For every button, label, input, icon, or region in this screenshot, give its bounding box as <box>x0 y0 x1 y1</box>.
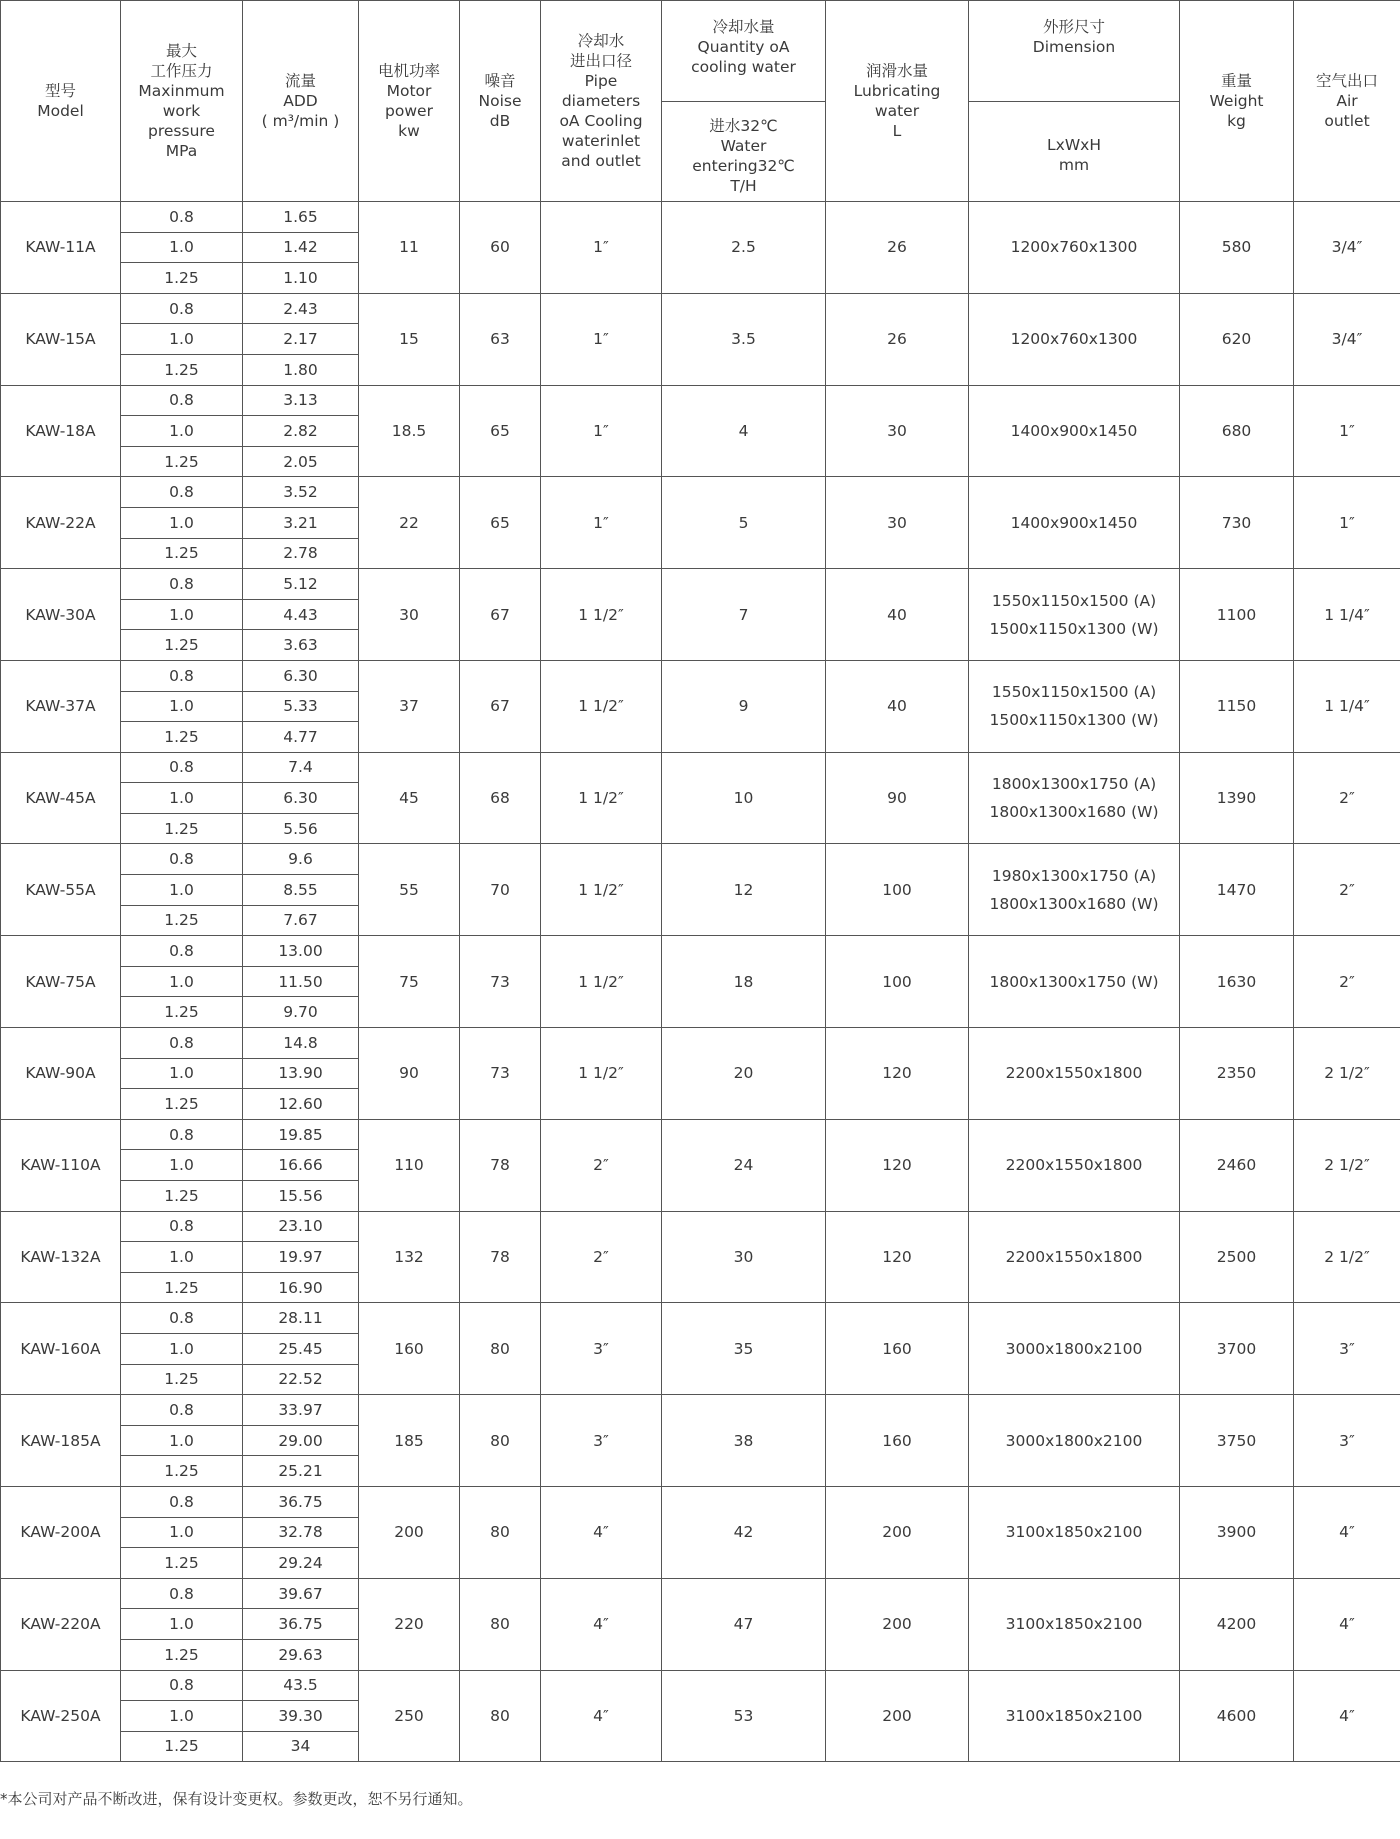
dimension-cell: 2200x1550x1800 <box>969 1211 1180 1303</box>
flow-cell: 7.67 <box>243 905 359 936</box>
pipe-diameter-cell: 1 1/2″ <box>541 844 662 936</box>
air-outlet-cell: 4″ <box>1294 1486 1400 1578</box>
model-cell: KAW-200A <box>1 1486 121 1578</box>
flow-cell: 2.82 <box>243 416 359 447</box>
lubricating-water-cell: 200 <box>826 1578 969 1670</box>
flow-cell: 43.5 <box>243 1670 359 1701</box>
table-row <box>1 385 1400 416</box>
dimension-cell: 1400x900x1450 <box>969 477 1180 569</box>
model-cell: KAW-220A <box>1 1578 121 1670</box>
cooling-water-cell: 30 <box>662 1211 826 1303</box>
pressure-cell: 1.0 <box>121 1701 243 1732</box>
pressure-cell: 1.0 <box>121 783 243 814</box>
pressure-cell: 1.0 <box>121 232 243 263</box>
cooling-water-cell: 7 <box>662 569 826 661</box>
pressure-cell: 1.0 <box>121 875 243 906</box>
pressure-cell: 1.25 <box>121 1639 243 1670</box>
table-row <box>1 1119 1400 1150</box>
table-row <box>1 477 1400 508</box>
flow-cell: 2.78 <box>243 538 359 569</box>
flow-cell: 1.42 <box>243 232 359 263</box>
cooling-water-cell: 10 <box>662 752 826 844</box>
flow-cell: 6.30 <box>243 783 359 814</box>
model-cell: KAW-110A <box>1 1119 121 1211</box>
air-outlet-cell: 3″ <box>1294 1303 1400 1395</box>
air-outlet-cell: 2″ <box>1294 844 1400 936</box>
lubricating-water-cell: 160 <box>826 1303 969 1395</box>
motor-power-cell: 15 <box>359 293 460 385</box>
air-outlet-cell: 2″ <box>1294 936 1400 1028</box>
model-cell: KAW-18A <box>1 385 121 477</box>
flow-cell: 15.56 <box>243 1181 359 1212</box>
pressure-cell: 1.0 <box>121 1242 243 1273</box>
pressure-cell: 1.25 <box>121 997 243 1028</box>
flow-cell: 8.55 <box>243 875 359 906</box>
pressure-cell: 1.0 <box>121 691 243 722</box>
motor-power-cell: 132 <box>359 1211 460 1303</box>
cooling-water-cell: 20 <box>662 1028 826 1120</box>
header-dimension: 外形尺寸 Dimension <box>969 1 1180 102</box>
flow-cell: 29.00 <box>243 1425 359 1456</box>
flow-cell: 1.80 <box>243 354 359 385</box>
cooling-water-cell: 35 <box>662 1303 826 1395</box>
pipe-diameter-cell: 1″ <box>541 385 662 477</box>
header-weight: 重量 Weight kg <box>1180 1 1294 202</box>
weight-cell: 1470 <box>1180 844 1294 936</box>
pressure-cell: 1.0 <box>121 416 243 447</box>
air-outlet-cell: 1″ <box>1294 385 1400 477</box>
table-row <box>1 936 1400 967</box>
air-outlet-cell: 3/4″ <box>1294 293 1400 385</box>
flow-cell: 19.97 <box>243 1242 359 1273</box>
pipe-diameter-cell: 2″ <box>541 1119 662 1211</box>
lubricating-water-cell: 200 <box>826 1486 969 1578</box>
noise-cell: 65 <box>460 477 541 569</box>
pressure-cell: 0.8 <box>121 660 243 691</box>
flow-cell: 25.21 <box>243 1456 359 1487</box>
table-row <box>1 660 1400 691</box>
air-outlet-cell: 2 1/2″ <box>1294 1211 1400 1303</box>
flow-cell: 2.43 <box>243 293 359 324</box>
motor-power-cell: 37 <box>359 660 460 752</box>
table-row <box>1 1303 1400 1334</box>
flow-cell: 23.10 <box>243 1211 359 1242</box>
flow-cell: 5.56 <box>243 813 359 844</box>
model-cell: KAW-22A <box>1 477 121 569</box>
dimension-cell: 2200x1550x1800 <box>969 1028 1180 1120</box>
pressure-cell: 0.8 <box>121 844 243 875</box>
pipe-diameter-cell: 4″ <box>541 1578 662 1670</box>
pressure-cell: 0.8 <box>121 1395 243 1426</box>
motor-power-cell: 250 <box>359 1670 460 1762</box>
table-row <box>1 844 1400 875</box>
lubricating-water-cell: 120 <box>826 1028 969 1120</box>
model-cell: KAW-15A <box>1 293 121 385</box>
spec-table-body <box>1 202 1400 1762</box>
flow-cell: 39.30 <box>243 1701 359 1732</box>
flow-cell: 16.90 <box>243 1272 359 1303</box>
table-row <box>1 202 1400 233</box>
pipe-diameter-cell: 3″ <box>541 1395 662 1487</box>
model-cell: KAW-185A <box>1 1395 121 1487</box>
weight-cell: 3900 <box>1180 1486 1294 1578</box>
pressure-cell: 0.8 <box>121 1028 243 1059</box>
motor-power-cell: 22 <box>359 477 460 569</box>
pipe-diameter-cell: 2″ <box>541 1211 662 1303</box>
pressure-cell: 0.8 <box>121 752 243 783</box>
noise-cell: 60 <box>460 202 541 294</box>
pipe-diameter-cell: 3″ <box>541 1303 662 1395</box>
noise-cell: 80 <box>460 1578 541 1670</box>
pressure-cell: 1.0 <box>121 324 243 355</box>
pipe-diameter-cell: 4″ <box>541 1670 662 1762</box>
pressure-cell: 1.0 <box>121 1058 243 1089</box>
header-motor-power: 电机功率 Motor power kw <box>359 1 460 202</box>
pressure-cell: 0.8 <box>121 569 243 600</box>
flow-cell: 3.52 <box>243 477 359 508</box>
flow-cell: 29.24 <box>243 1548 359 1579</box>
table-row <box>1 1395 1400 1426</box>
weight-cell: 1100 <box>1180 569 1294 661</box>
pressure-cell: 1.25 <box>121 1089 243 1120</box>
header-noise: 噪音 Noise dB <box>460 1 541 202</box>
motor-power-cell: 110 <box>359 1119 460 1211</box>
weight-cell: 2500 <box>1180 1211 1294 1303</box>
flow-cell: 13.90 <box>243 1058 359 1089</box>
dimension-cell: 1800x1300x1750 (W) <box>969 936 1180 1028</box>
motor-power-cell: 18.5 <box>359 385 460 477</box>
noise-cell: 70 <box>460 844 541 936</box>
motor-power-cell: 45 <box>359 752 460 844</box>
lubricating-water-cell: 120 <box>826 1211 969 1303</box>
model-cell: KAW-37A <box>1 660 121 752</box>
cooling-water-cell: 24 <box>662 1119 826 1211</box>
flow-cell: 28.11 <box>243 1303 359 1334</box>
cooling-water-cell: 47 <box>662 1578 826 1670</box>
flow-cell: 9.70 <box>243 997 359 1028</box>
dimension-cell: 3100x1850x2100 <box>969 1670 1180 1762</box>
dimension-cell: 1200x760x1300 <box>969 202 1180 294</box>
dimension-cell: 3000x1800x2100 <box>969 1303 1180 1395</box>
pressure-cell: 1.25 <box>121 1456 243 1487</box>
pressure-cell: 1.0 <box>121 1609 243 1640</box>
dimension-cell: 3100x1850x2100 <box>969 1578 1180 1670</box>
noise-cell: 80 <box>460 1303 541 1395</box>
pipe-diameter-cell: 4″ <box>541 1486 662 1578</box>
pressure-cell: 1.0 <box>121 1150 243 1181</box>
pipe-diameter-cell: 1 1/2″ <box>541 752 662 844</box>
header-model: 型号 Model <box>1 1 121 202</box>
lubricating-water-cell: 100 <box>826 936 969 1028</box>
lubricating-water-cell: 40 <box>826 660 969 752</box>
flow-cell: 5.33 <box>243 691 359 722</box>
model-cell: KAW-45A <box>1 752 121 844</box>
flow-cell: 3.13 <box>243 385 359 416</box>
header-flow: 流量 ADD ( m³/min ) <box>243 1 359 202</box>
weight-cell: 730 <box>1180 477 1294 569</box>
flow-cell: 1.65 <box>243 202 359 233</box>
flow-cell: 11.50 <box>243 966 359 997</box>
noise-cell: 80 <box>460 1670 541 1762</box>
dimension-cell: 3100x1850x2100 <box>969 1486 1180 1578</box>
weight-cell: 3750 <box>1180 1395 1294 1487</box>
motor-power-cell: 30 <box>359 569 460 661</box>
pressure-cell: 0.8 <box>121 1486 243 1517</box>
cooling-water-cell: 38 <box>662 1395 826 1487</box>
motor-power-cell: 160 <box>359 1303 460 1395</box>
pressure-cell: 1.25 <box>121 905 243 936</box>
pipe-diameter-cell: 1 1/2″ <box>541 1028 662 1120</box>
weight-cell: 4600 <box>1180 1670 1294 1762</box>
header-water-entering: 进水32℃ Water entering32℃ T/H <box>662 102 826 202</box>
weight-cell: 620 <box>1180 293 1294 385</box>
flow-cell: 3.63 <box>243 630 359 661</box>
motor-power-cell: 185 <box>359 1395 460 1487</box>
air-outlet-cell: 3/4″ <box>1294 202 1400 294</box>
weight-cell: 1630 <box>1180 936 1294 1028</box>
pressure-cell: 0.8 <box>121 477 243 508</box>
pipe-diameter-cell: 1″ <box>541 202 662 294</box>
air-outlet-cell: 3″ <box>1294 1395 1400 1487</box>
weight-cell: 580 <box>1180 202 1294 294</box>
pressure-cell: 1.0 <box>121 1425 243 1456</box>
motor-power-cell: 75 <box>359 936 460 1028</box>
header-pipe-diameter: 冷却水 进出口径 Pipe diameters oA Cooling waterinlet and outlet <box>541 1 662 202</box>
model-cell: KAW-132A <box>1 1211 121 1303</box>
table-row <box>1 569 1400 600</box>
air-outlet-cell: 1″ <box>1294 477 1400 569</box>
pressure-cell: 0.8 <box>121 1303 243 1334</box>
header-cooling-water-qty: 冷却水量 Quantity oA cooling water <box>662 1 826 102</box>
air-outlet-cell: 4″ <box>1294 1578 1400 1670</box>
table-row <box>1 293 1400 324</box>
pressure-cell: 0.8 <box>121 385 243 416</box>
model-cell: KAW-90A <box>1 1028 121 1120</box>
flow-cell: 6.30 <box>243 660 359 691</box>
pressure-cell: 0.8 <box>121 936 243 967</box>
header-dimension-unit: LxWxH mm <box>969 102 1180 202</box>
flow-cell: 22.52 <box>243 1364 359 1395</box>
pressure-cell: 1.25 <box>121 1181 243 1212</box>
pressure-cell: 1.25 <box>121 630 243 661</box>
flow-cell: 12.60 <box>243 1089 359 1120</box>
lubricating-water-cell: 160 <box>826 1395 969 1487</box>
flow-cell: 4.77 <box>243 722 359 753</box>
air-outlet-cell: 1 1/4″ <box>1294 569 1400 661</box>
noise-cell: 63 <box>460 293 541 385</box>
flow-cell: 32.78 <box>243 1517 359 1548</box>
air-outlet-cell: 2 1/2″ <box>1294 1119 1400 1211</box>
pressure-cell: 0.8 <box>121 293 243 324</box>
air-outlet-cell: 4″ <box>1294 1670 1400 1762</box>
flow-cell: 33.97 <box>243 1395 359 1426</box>
lubricating-water-cell: 100 <box>826 844 969 936</box>
pressure-cell: 1.25 <box>121 354 243 385</box>
weight-cell: 2350 <box>1180 1028 1294 1120</box>
weight-cell: 2460 <box>1180 1119 1294 1211</box>
pressure-cell: 1.0 <box>121 966 243 997</box>
flow-cell: 29.63 <box>243 1639 359 1670</box>
pipe-diameter-cell: 1 1/2″ <box>541 569 662 661</box>
cooling-water-cell: 9 <box>662 660 826 752</box>
motor-power-cell: 55 <box>359 844 460 936</box>
pressure-cell: 0.8 <box>121 1578 243 1609</box>
pressure-cell: 1.0 <box>121 507 243 538</box>
noise-cell: 68 <box>460 752 541 844</box>
lubricating-water-cell: 120 <box>826 1119 969 1211</box>
flow-cell: 3.21 <box>243 507 359 538</box>
motor-power-cell: 90 <box>359 1028 460 1120</box>
table-row <box>1 1028 1400 1059</box>
pipe-diameter-cell: 1″ <box>541 477 662 569</box>
noise-cell: 73 <box>460 936 541 1028</box>
pressure-cell: 0.8 <box>121 1670 243 1701</box>
flow-cell: 13.00 <box>243 936 359 967</box>
footnote: *本公司对产品不断改进，保有设计变更权。参数更改，恕不另行通知。 <box>0 1790 473 1808</box>
air-outlet-cell: 1 1/4″ <box>1294 660 1400 752</box>
pressure-cell: 1.25 <box>121 446 243 477</box>
cooling-water-cell: 5 <box>662 477 826 569</box>
dimension-cell: 1550x1150x1500 (A) 1500x1150x1300 (W) <box>969 660 1180 752</box>
cooling-water-cell: 3.5 <box>662 293 826 385</box>
flow-cell: 36.75 <box>243 1486 359 1517</box>
noise-cell: 78 <box>460 1211 541 1303</box>
pressure-cell: 0.8 <box>121 202 243 233</box>
pipe-diameter-cell: 1 1/2″ <box>541 660 662 752</box>
dimension-cell: 1200x760x1300 <box>969 293 1180 385</box>
dimension-cell: 1980x1300x1750 (A) 1800x1300x1680 (W) <box>969 844 1180 936</box>
table-row <box>1 1578 1400 1609</box>
lubricating-water-cell: 90 <box>826 752 969 844</box>
flow-cell: 2.17 <box>243 324 359 355</box>
model-cell: KAW-160A <box>1 1303 121 1395</box>
flow-cell: 36.75 <box>243 1609 359 1640</box>
noise-cell: 65 <box>460 385 541 477</box>
cooling-water-cell: 4 <box>662 385 826 477</box>
weight-cell: 1390 <box>1180 752 1294 844</box>
pressure-cell: 1.25 <box>121 1272 243 1303</box>
pressure-cell: 0.8 <box>121 1119 243 1150</box>
noise-cell: 78 <box>460 1119 541 1211</box>
cooling-water-cell: 42 <box>662 1486 826 1578</box>
noise-cell: 67 <box>460 660 541 752</box>
model-cell: KAW-11A <box>1 202 121 294</box>
cooling-water-cell: 2.5 <box>662 202 826 294</box>
pressure-cell: 1.25 <box>121 1548 243 1579</box>
flow-cell: 7.4 <box>243 752 359 783</box>
motor-power-cell: 200 <box>359 1486 460 1578</box>
pressure-cell: 0.8 <box>121 1211 243 1242</box>
lubricating-water-cell: 40 <box>826 569 969 661</box>
flow-cell: 25.45 <box>243 1333 359 1364</box>
pressure-cell: 1.25 <box>121 813 243 844</box>
model-cell: KAW-250A <box>1 1670 121 1762</box>
pressure-cell: 1.0 <box>121 1517 243 1548</box>
pressure-cell: 1.25 <box>121 722 243 753</box>
flow-cell: 5.12 <box>243 569 359 600</box>
lubricating-water-cell: 26 <box>826 293 969 385</box>
lubricating-water-cell: 200 <box>826 1670 969 1762</box>
pressure-cell: 1.25 <box>121 1364 243 1395</box>
cooling-water-cell: 53 <box>662 1670 826 1762</box>
weight-cell: 680 <box>1180 385 1294 477</box>
lubricating-water-cell: 30 <box>826 385 969 477</box>
pipe-diameter-cell: 1 1/2″ <box>541 936 662 1028</box>
pressure-cell: 1.25 <box>121 538 243 569</box>
cooling-water-cell: 12 <box>662 844 826 936</box>
model-cell: KAW-75A <box>1 936 121 1028</box>
air-outlet-cell: 2 1/2″ <box>1294 1028 1400 1120</box>
dimension-cell: 3000x1800x2100 <box>969 1395 1180 1487</box>
table-row <box>1 1670 1400 1701</box>
noise-cell: 80 <box>460 1395 541 1487</box>
flow-cell: 9.6 <box>243 844 359 875</box>
noise-cell: 67 <box>460 569 541 661</box>
pressure-cell: 1.25 <box>121 263 243 294</box>
lubricating-water-cell: 26 <box>826 202 969 294</box>
weight-cell: 1150 <box>1180 660 1294 752</box>
flow-cell: 39.67 <box>243 1578 359 1609</box>
flow-cell: 4.43 <box>243 599 359 630</box>
pressure-cell: 1.25 <box>121 1731 243 1762</box>
air-outlet-cell: 2″ <box>1294 752 1400 844</box>
flow-cell: 19.85 <box>243 1119 359 1150</box>
model-cell: KAW-30A <box>1 569 121 661</box>
dimension-cell: 1400x900x1450 <box>969 385 1180 477</box>
noise-cell: 73 <box>460 1028 541 1120</box>
dimension-cell: 1550x1150x1500 (A) 1500x1150x1300 (W) <box>969 569 1180 661</box>
flow-cell: 2.05 <box>243 446 359 477</box>
pressure-cell: 1.0 <box>121 599 243 630</box>
weight-cell: 4200 <box>1180 1578 1294 1670</box>
pipe-diameter-cell: 1″ <box>541 293 662 385</box>
motor-power-cell: 11 <box>359 202 460 294</box>
header-lubricating-water: 润滑水量 Lubricating water L <box>826 1 969 202</box>
lubricating-water-cell: 30 <box>826 477 969 569</box>
table-row <box>1 1211 1400 1242</box>
dimension-cell: 2200x1550x1800 <box>969 1119 1180 1211</box>
header-air-outlet: 空气出口 Air outlet <box>1294 1 1400 202</box>
flow-cell: 1.10 <box>243 263 359 294</box>
table-row <box>1 1486 1400 1517</box>
flow-cell: 14.8 <box>243 1028 359 1059</box>
dimension-cell: 1800x1300x1750 (A) 1800x1300x1680 (W) <box>969 752 1180 844</box>
motor-power-cell: 220 <box>359 1578 460 1670</box>
header-pressure: 最大 工作压力 Maxinmum work pressure MPa <box>121 1 243 202</box>
cooling-water-cell: 18 <box>662 936 826 1028</box>
flow-cell: 16.66 <box>243 1150 359 1181</box>
model-cell: KAW-55A <box>1 844 121 936</box>
weight-cell: 3700 <box>1180 1303 1294 1395</box>
pressure-cell: 1.0 <box>121 1333 243 1364</box>
flow-cell: 34 <box>243 1731 359 1762</box>
noise-cell: 80 <box>460 1486 541 1578</box>
table-row <box>1 752 1400 783</box>
